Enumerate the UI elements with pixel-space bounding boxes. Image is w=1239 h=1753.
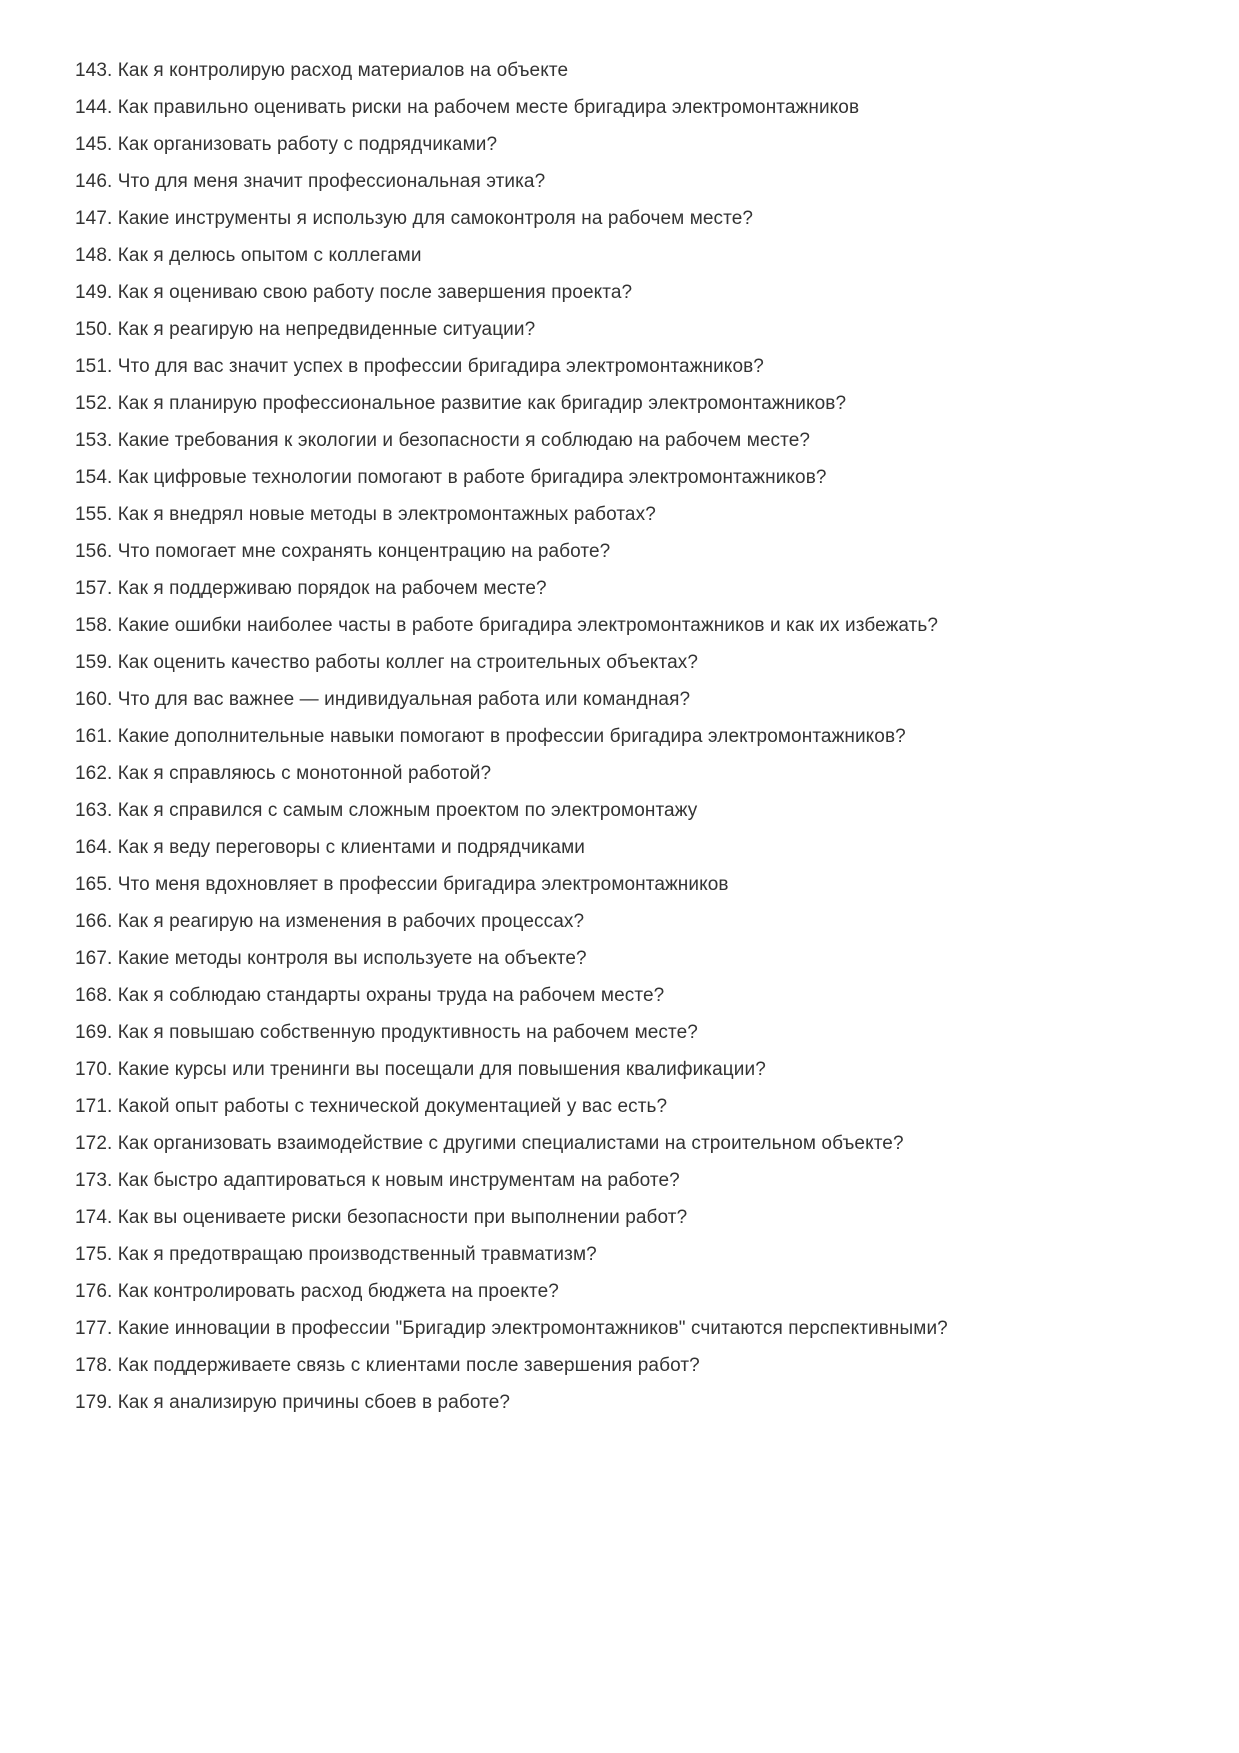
list-item: 172. Как организовать взаимодействие с другими специалистами на строительном объекте? — [75, 1133, 904, 1154]
list-item: 178. Как поддерживаете связь с клиентами после завершения работ? — [75, 1355, 700, 1376]
list-item: 148. Как я делюсь опытом с коллегами — [75, 245, 422, 266]
list-item: 168. Как я соблюдаю стандарты охраны труда на рабочем месте? — [75, 985, 665, 1006]
list-item: 176. Как контролировать расход бюджета на проекте? — [75, 1281, 559, 1302]
list-item: 170. Какие курсы или тренинги вы посещали для повышения квалификации? — [75, 1059, 766, 1080]
list-item: 163. Как я справился с самым сложным проектом по электромонтажу — [75, 800, 698, 821]
list-item: 157. Как я поддерживаю порядок на рабочем месте? — [75, 578, 547, 599]
list-item: 165. Что меня вдохновляет в профессии бригадира электромонтажников — [75, 874, 729, 895]
list-item: 159. Как оценить качество работы коллег на строительных объектах? — [75, 652, 699, 673]
list-item: 166. Как я реагирую на изменения в рабочих процессах? — [75, 911, 585, 932]
list-item: 156. Что помогает мне сохранять концентрацию на работе? — [75, 541, 611, 562]
list-item: 161. Какие дополнительные навыки помогают в профессии бригадира электромонтажников? — [75, 726, 906, 747]
list-item: 160. Что для вас важнее — индивидуальная работа или командная? — [75, 689, 691, 710]
list-item: 179. Как я анализирую причины сбоев в работе? — [75, 1392, 511, 1413]
list-item: 153. Какие требования к экологии и безопасности я соблюдаю на рабочем месте? — [75, 430, 811, 451]
list-item: 171. Какой опыт работы с технической документацией у вас есть? — [75, 1096, 668, 1117]
question-list — [75, 52, 1035, 1421]
list-item: 177. Какие инновации в профессии "Бригадир электромонтажников" считаются перспективными? — [75, 1318, 948, 1339]
list-item: 164. Как я веду переговоры с клиентами и подрядчиками — [75, 837, 585, 858]
list-item: 169. Как я повышаю собственную продуктивность на рабочем месте? — [75, 1022, 698, 1043]
list-item: 162. Как я справляюсь с монотонной работой? — [75, 763, 492, 784]
list-item: 158. Какие ошибки наиболее часты в работе бригадира электромонтажников и как их избежать? — [75, 615, 939, 636]
list-item: 174. Как вы оцениваете риски безопасности при выполнении работ? — [75, 1207, 688, 1228]
list-item: 144. Как правильно оценивать риски на рабочем месте бригадира электромонтажников — [75, 97, 860, 118]
list-item: 147. Какие инструменты я использую для самоконтроля на рабочем месте? — [75, 208, 754, 229]
list-item: 173. Как быстро адаптироваться к новым инструментам на работе? — [75, 1170, 680, 1191]
list-item: 155. Как я внедрял новые методы в электромонтажных работах? — [75, 504, 656, 525]
list-item: 150. Как я реагирую на непредвиденные ситуации? — [75, 319, 536, 340]
list-item: 167. Какие методы контроля вы используете на объекте? — [75, 948, 587, 969]
list-item: 149. Как я оцениваю свою работу после завершения проекта? — [75, 282, 633, 303]
list-item: 154. Как цифровые технологии помогают в работе бригадира электромонтажников? — [75, 467, 827, 488]
list-item: 152. Как я планирую профессиональное развитие как бригадир электромонтажников? — [75, 393, 847, 414]
list-item: 146. Что для меня значит профессиональная этика? — [75, 171, 546, 192]
list-item: 175. Как я предотвращаю производственный травматизм? — [75, 1244, 597, 1265]
list-item: 143. Как я контролирую расход материалов на объекте — [75, 60, 569, 81]
list-item: 151. Что для вас значит успех в профессии бригадира электромонтажников? — [75, 356, 764, 377]
list-item: 145. Как организовать работу с подрядчиками? — [75, 134, 498, 155]
